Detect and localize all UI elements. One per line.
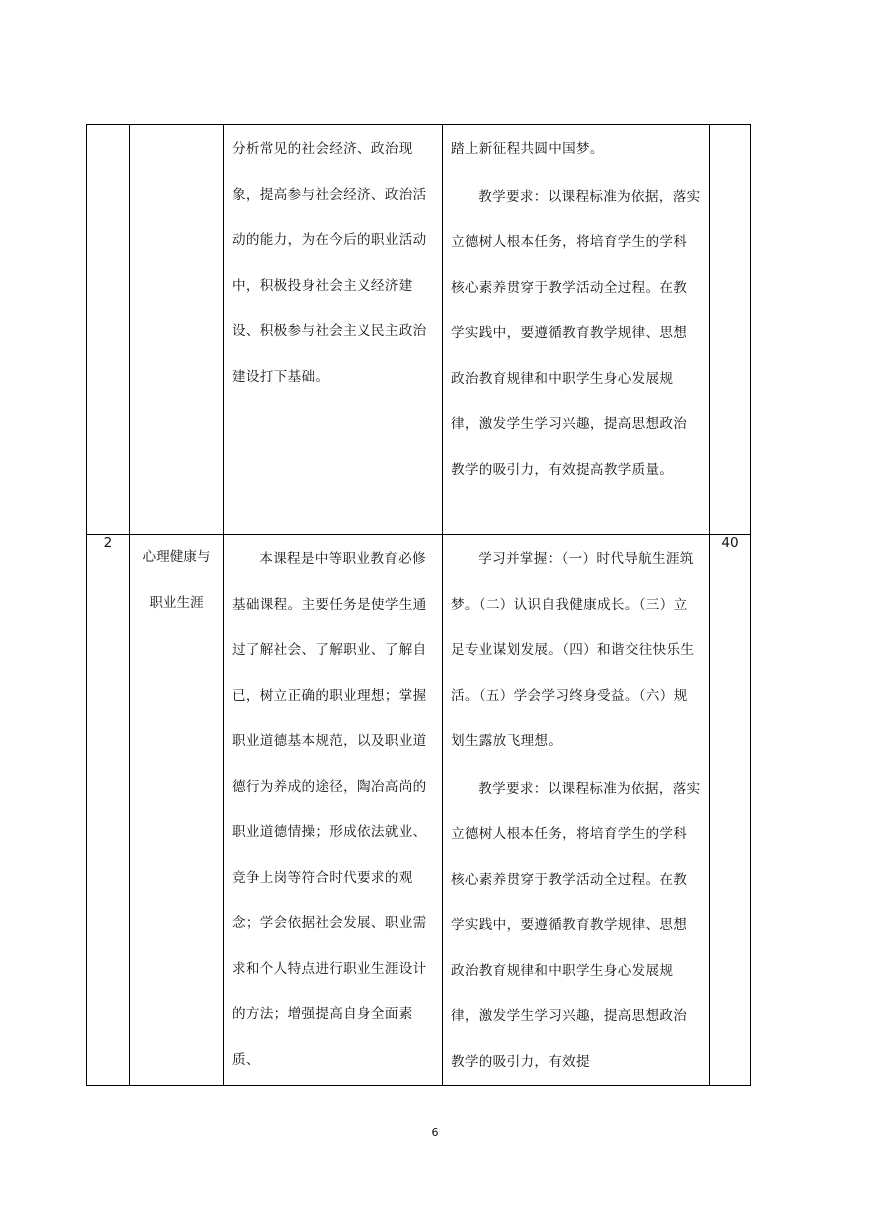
course-name-cell: 心理健康与 职业生涯 [130,535,224,1086]
hours-cell: 40 [710,535,751,1086]
course-description: 本课程是中等职业教育必修基础课程。主要任务是使学生通过了解社会、了解职业、了解自已，树立正确的职业理想；掌握职业道德基本规范，以及职业道德行为养成的途径，陶冶高尚的职业道德情操；形成依法就业、竞争上岗等符合时代要求的观念；学会依据社会发展、职业需求和个人特点进行职业生涯设计的方法；增强提高自身全面素质、 [232,551,427,1068]
table-row [87,125,751,535]
course-description-cell [224,535,443,1086]
teaching-requirement: 教学要求：以课程标准为依据，落实立德树人根本任务，将培育学生的学科核心素养贯穿于教学活动全过程。在教学实践中，要遵循教育教学规律、思想政治教育规律和中职学生身心发展规律，激发学生学习兴趣，提高思想政治教学的吸引力，有效提 [451,780,701,1070]
teaching-requirement: 教学要求：以课程标准为依据，落实立德树人根本任务，将培育学生的学科核心素养贯穿于教学活动全过程。在教学实践中，要遵循教育教学规律、思想政治教育规律和中职学生身心发展规律，激发学生学习兴趣，提高思想政治教学的吸引力，有效提高教学质量。 [451,188,701,478]
row-number-cell [87,125,130,535]
course-description: 分析常见的社会经济、政治现象，提高参与社会经济、政治活动的能力，为在今后的职业活动中，积极投身社会主义经济建设、积极参与社会主义民主政治建设打下基础。 [232,141,427,385]
content-intro: 学习并掌握：（一）时代导航生涯筑梦。（二）认识自我健康成长。（三）立足专业谋划发展。（四）和谐交往快乐生活。（五）学会学习终身受益。（六）规划生露放飞理想。 [451,551,695,749]
row-number-cell: 2 [87,535,130,1086]
hours-cell [710,125,751,535]
course-content-cell [443,125,710,535]
page-number: 6 [431,1126,439,1139]
course-description-cell [224,125,443,535]
table-row [87,535,751,1086]
course-content-cell [443,535,710,1086]
course-name-cell [130,125,224,535]
content-intro: 踏上新征程共圆中国梦。 [451,141,604,157]
curriculum-table [86,124,751,1086]
